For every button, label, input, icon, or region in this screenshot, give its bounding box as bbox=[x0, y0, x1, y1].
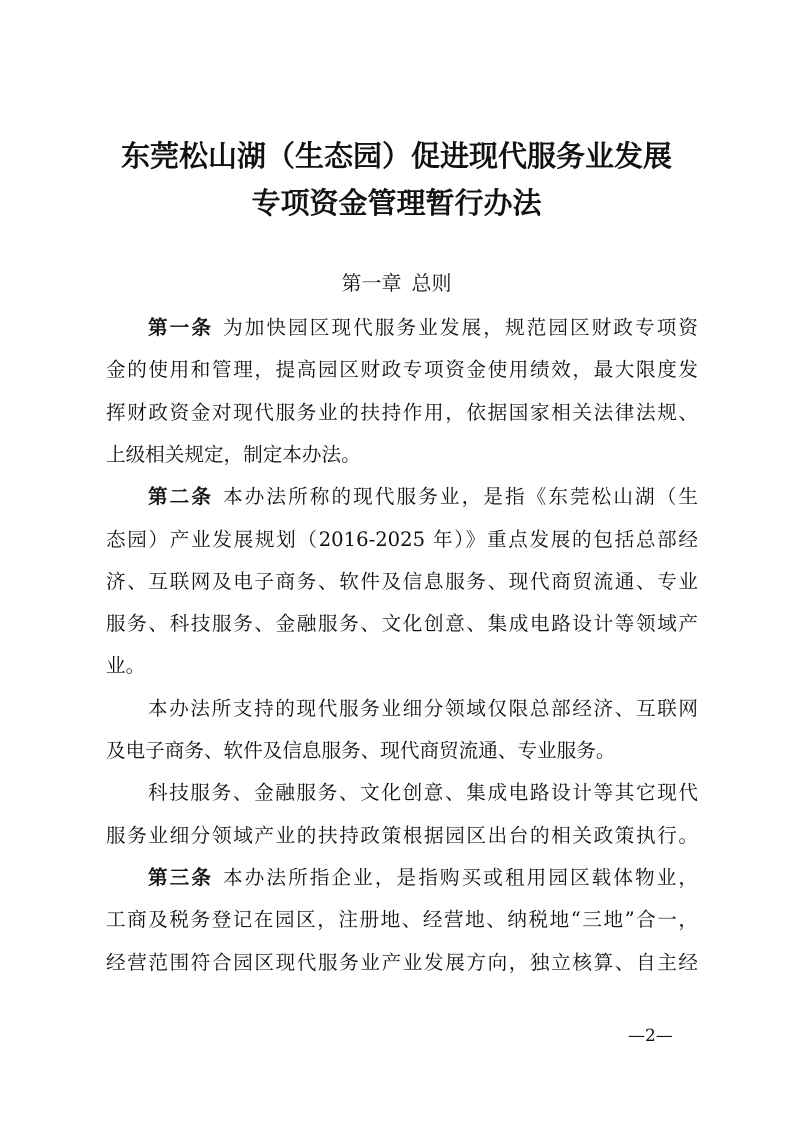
article-3-line-1 bbox=[148, 863, 698, 893]
body-line: 态园）产业发展规划（2016-2025 年）》重点发展的包括总部经 bbox=[106, 528, 698, 551]
article-2-text: 本办法所称的现代服务业，是指《东莞松山湖（生 bbox=[223, 485, 698, 508]
article-2-line-1 bbox=[148, 482, 698, 512]
body-line: 金的使用和管理，提高园区财政专项资金使用绩效，最大限度发 bbox=[106, 358, 698, 381]
body-line: 本办法所支持的现代服务业细分领域仅限总部经济、互联网 bbox=[148, 697, 698, 720]
chapter-name: 总则 bbox=[411, 271, 452, 295]
article-1-text: 为加快园区现代服务业发展，规范园区财政专项资 bbox=[223, 316, 698, 339]
body-line: 及电子商务、软件及信息服务、现代商贸流通、专业服务。 bbox=[106, 739, 616, 762]
body-line: 工商及税务登记在园区，注册地、经营地、纳税地“三地”合一， bbox=[106, 908, 698, 931]
body-line: 科技服务、金融服务、文化创意、集成电路设计等其它现代 bbox=[148, 781, 698, 804]
chapter-number: 第一章 bbox=[341, 271, 402, 295]
body-line: 业。 bbox=[106, 654, 146, 677]
article-3-text: 本办法所指企业，是指购买或租用园区载体物业， bbox=[223, 866, 698, 889]
body-line: 挥财政资金对现代服务业的扶持作用，依据国家相关法律法规、 bbox=[106, 401, 698, 424]
body-line: 上级相关规定，制定本办法。 bbox=[106, 443, 361, 466]
body-line: 济、互联网及电子商务、软件及信息服务、现代商贸流通、专业 bbox=[106, 570, 698, 593]
page-number: —2— bbox=[628, 1026, 673, 1046]
article-3-label: 第三条 bbox=[148, 866, 214, 889]
body-line: 经营范围符合园区现代服务业产业发展方向，独立核算、自主经 bbox=[106, 951, 698, 974]
chapter-heading bbox=[0, 268, 793, 298]
article-1-line-1 bbox=[148, 313, 698, 343]
body-line: 服务、科技服务、金融服务、文化创意、集成电路设计等领域产 bbox=[106, 612, 698, 635]
article-2-label: 第二条 bbox=[148, 485, 214, 508]
document-title-line-1: 东莞松山湖（生态园）促进现代服务业发展 bbox=[120, 139, 672, 173]
body-line: 服务业细分领域产业的扶持政策根据园区出台的相关政策执行。 bbox=[106, 824, 698, 847]
article-1-label: 第一条 bbox=[148, 316, 214, 339]
document-title-line-2: 专项资金管理暂行办法 bbox=[251, 186, 542, 220]
